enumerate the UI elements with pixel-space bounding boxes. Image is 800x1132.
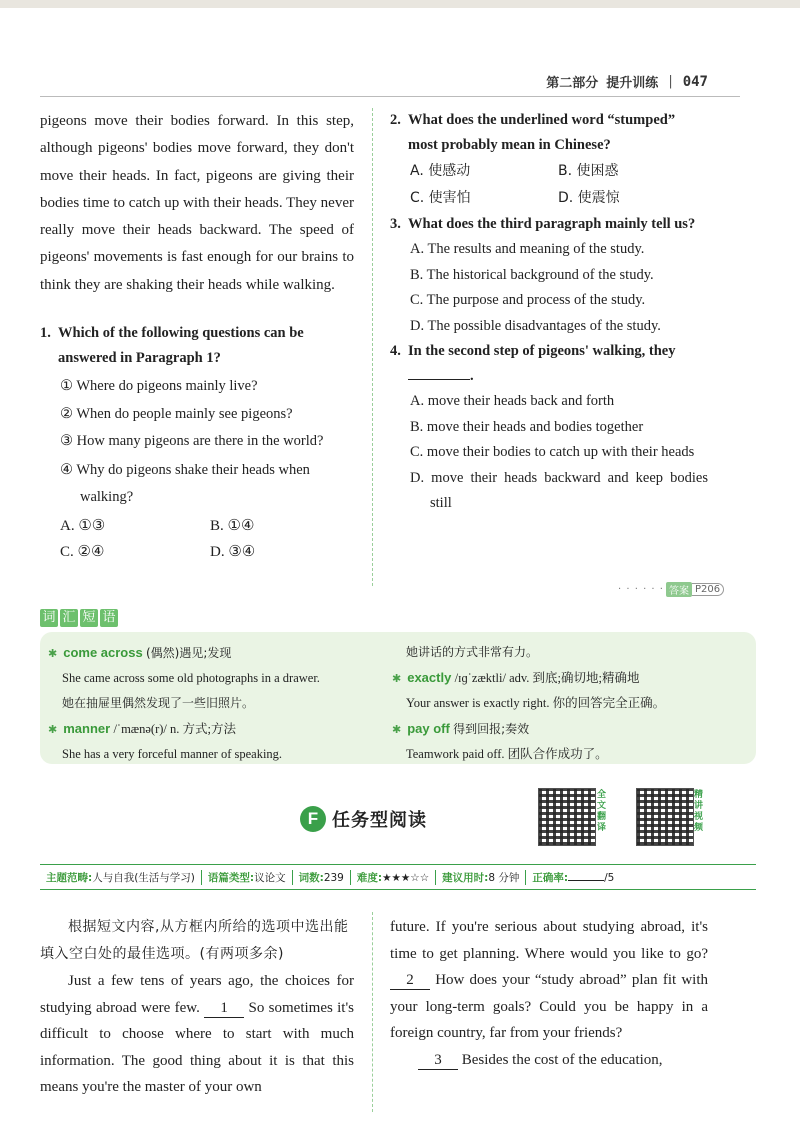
task-text: How does your “study abroad” plan fit with your long-term goals? Could you be happy in a foreign country, far from your friends? — [390, 972, 709, 1041]
task-text: future. If you're serious about studying abroad, it's time to get planning. Where would you like to go? — [390, 919, 708, 962]
vocab-example-zh: 她在抽屉里偶然发现了一些旧照片。 — [62, 696, 255, 710]
vocab-word: exactly — [407, 670, 452, 685]
info-value: 人与自我(生活与学习) — [92, 871, 195, 884]
difficulty-stars: ★★★☆☆ — [382, 871, 430, 884]
q1-options — [40, 513, 354, 565]
vocab-right — [392, 640, 752, 767]
question-1 — [40, 321, 354, 371]
star-icon: ✱ — [392, 723, 402, 736]
vocab-entry — [392, 665, 752, 691]
info-value: 239 — [323, 871, 344, 884]
info-difficulty — [351, 870, 436, 885]
q2-option-a[interactable]: A. 使感动 — [410, 163, 471, 179]
info-value: 8 分钟 — [488, 871, 520, 884]
page-header — [546, 72, 708, 91]
qr-label-video — [694, 790, 704, 834]
q2-option-d[interactable]: D. 使震惊 — [558, 190, 620, 206]
task-paragraph-3 — [390, 1047, 708, 1074]
q2-number: 2. — [390, 112, 401, 128]
q1-item: ③ How many pigeons are there in the world? — [60, 433, 324, 450]
vocab-left — [48, 640, 388, 767]
accuracy-blank[interactable] — [568, 870, 604, 881]
qr-label-char: 全 — [597, 790, 607, 800]
q1-option-a[interactable]: A. ①③ — [60, 517, 106, 534]
info-bar — [40, 864, 756, 890]
vocab-word: come across — [63, 645, 143, 660]
qr-label-char: 精 — [694, 790, 704, 800]
header-divider: | — [668, 74, 673, 89]
qr-label-char: 译 — [597, 823, 607, 833]
q4-option-a[interactable]: A. move their heads back and forth — [410, 393, 615, 409]
q1-number: 1. — [40, 325, 51, 342]
vocab-entry — [48, 716, 388, 742]
task-instruction: 根据短文内容,从方框内所给的选项中选出能填入空白处的最佳选项。(有两项多余) — [40, 919, 349, 962]
info-key: 词数: — [298, 871, 324, 884]
vocab-entry — [48, 640, 388, 666]
q1-item: ④ Why do pigeons shake their heads when walking? — [60, 461, 310, 505]
qr-label-char: 频 — [694, 823, 704, 833]
vocab-word: pay off — [407, 721, 450, 736]
section-title: 任务型阅读 — [332, 810, 427, 831]
qr-label-char: 文 — [597, 801, 607, 811]
vocab-example: Teamwork paid off. 团队合作成功了。 — [406, 747, 608, 761]
vocab-def: (偶然)遇见;发现 — [145, 646, 232, 660]
q4-number: 4. — [390, 343, 401, 359]
vocab-entry — [392, 716, 752, 742]
column-divider — [372, 108, 373, 586]
q1-item: ② When do people mainly see pigeons? — [60, 405, 293, 422]
vocab-example: She has a very forceful manner of speaking. — [62, 747, 283, 761]
q1-item: ① Where do pigeons mainly live? — [60, 378, 258, 395]
scan-edge — [0, 0, 800, 8]
info-topic — [40, 870, 202, 885]
vocab-box — [40, 632, 756, 764]
info-key: 主题范畴: — [46, 871, 93, 884]
task-text: Just a few tens of years ago, the choices for studying abroad were few. — [40, 973, 354, 1016]
vocab-example: She came across some old photographs in a drawer. — [62, 671, 320, 685]
star-icon: ✱ — [48, 723, 58, 736]
question-3 — [390, 212, 708, 237]
vocab-word: manner — [63, 721, 111, 736]
vocab-def: /ɪɡˈzæktli/ adv. 到底;确切地;精确地 — [454, 671, 640, 685]
q2-options — [390, 158, 708, 212]
qr-label-char: 视 — [694, 812, 704, 822]
q1-option-d[interactable]: D. ③④ — [210, 543, 256, 560]
vocab-heading-char: 词 — [40, 609, 58, 627]
vocab-heading-char: 汇 — [60, 609, 78, 627]
vocab-example: Your answer is exactly right. 你的回答完全正确。 — [406, 696, 666, 710]
q3-option-b[interactable]: B. The historical background of the study. — [410, 266, 654, 283]
question-4 — [390, 339, 708, 389]
task-text: Besides the cost of the education, — [461, 1051, 663, 1068]
blank-3[interactable]: 3 — [418, 1051, 458, 1070]
qr-label-char: 翻 — [597, 812, 607, 822]
vocab-heading-char: 短 — [80, 609, 98, 627]
section-badge: F — [300, 806, 326, 832]
info-key: 建议用时: — [442, 871, 489, 884]
q4-option-c[interactable]: C. move their bodies to catch up with their heads — [410, 444, 695, 460]
info-key: 正确率: — [532, 871, 569, 884]
info-time — [436, 870, 526, 885]
q2-option-b[interactable]: B. 使困惑 — [558, 163, 619, 179]
q1-option-b[interactable]: B. ①④ — [210, 517, 255, 534]
bottom-column-divider — [372, 912, 373, 1112]
q4-stem-end: . — [470, 368, 474, 384]
qr-code-translation[interactable] — [538, 788, 596, 846]
section-f-title — [300, 806, 427, 832]
vocab-def: /ˈmænə(r)/ n. 方式;方法 — [113, 722, 236, 736]
vocab-heading — [40, 609, 120, 627]
q4-option-b[interactable]: B. move their heads and bodies together — [410, 418, 644, 435]
page-number: 047 — [682, 73, 708, 90]
header-rule — [40, 96, 740, 97]
header-section: 提升训练 — [606, 76, 659, 91]
qr-code-video[interactable] — [636, 788, 694, 846]
blank-1[interactable]: 1 — [204, 999, 244, 1018]
info-value: 议论文 — [254, 871, 286, 884]
vocab-example-zh: 她讲话的方式非常有力。 — [406, 645, 539, 659]
answer-reference[interactable] — [618, 582, 724, 597]
answer-label: 答案 — [666, 582, 692, 597]
q4-option-d[interactable]: D. move their heads backward and keep bodies still — [410, 469, 708, 511]
star-icon: ✱ — [392, 672, 402, 685]
task-paragraph-1 — [40, 968, 354, 1101]
blank-2[interactable]: 2 — [390, 971, 430, 990]
passage-text: pigeons move their bodies forward. In this step, although pigeons' bodies move forward, they don't move their heads. In fact, pigeons are giving their bodies time to catch up with their heads. They never really move their heads backward. The speed of pigeons' movements is fast enough for our brains to think they are shaking their heads while walking. — [40, 113, 354, 293]
q1-item-4 — [40, 457, 354, 511]
info-key: 难度: — [356, 871, 383, 884]
vocab-def: 得到回报;奏效 — [453, 722, 530, 736]
q1-option-c[interactable]: C. ②④ — [60, 543, 105, 560]
right-column — [390, 108, 708, 517]
answer-page: P206 — [692, 583, 724, 596]
question-2 — [390, 108, 708, 158]
left-column — [40, 108, 354, 565]
q4-stem: In the second step of pigeons' walking, they — [408, 343, 676, 359]
q3-stem: What does the third paragraph mainly tell us? — [408, 216, 696, 232]
q3-option-d[interactable]: D. The possible disadvantages of the study. — [410, 317, 661, 334]
header-part: 第二部分 — [546, 76, 599, 91]
info-wordcount — [293, 870, 351, 885]
info-accuracy — [526, 870, 620, 885]
q3-option-a[interactable]: A. The results and meaning of the study. — [410, 241, 645, 257]
q3-number: 3. — [390, 216, 401, 232]
task-text: So sometimes it's difficult to choose where to start with much information. The good thing about it is that this means you're the master of your own — [40, 999, 355, 1095]
q2-stem: What does the underlined word “stumped” most probably mean in Chinese? — [408, 112, 676, 153]
q1-stem: Which of the following questions can be answered in Paragraph 1? — [58, 325, 304, 367]
task-right-column — [390, 914, 708, 1073]
qr-label-char: 讲 — [694, 801, 704, 811]
answer-dots: · · · · · · — [618, 584, 664, 595]
q3-option-c[interactable]: C. The purpose and process of the study. — [410, 292, 646, 308]
q2-option-c[interactable]: C. 使害怕 — [410, 190, 471, 206]
task-paragraph-2 — [390, 914, 708, 1047]
qr-label-translation — [597, 790, 607, 834]
info-value: /5 — [604, 871, 615, 884]
q4-blank[interactable] — [408, 367, 470, 380]
star-icon: ✱ — [48, 647, 58, 660]
vocab-heading-char: 语 — [100, 609, 118, 627]
info-genre — [202, 870, 293, 885]
task-left-column — [40, 914, 354, 1101]
info-key: 语篇类型: — [207, 871, 255, 884]
